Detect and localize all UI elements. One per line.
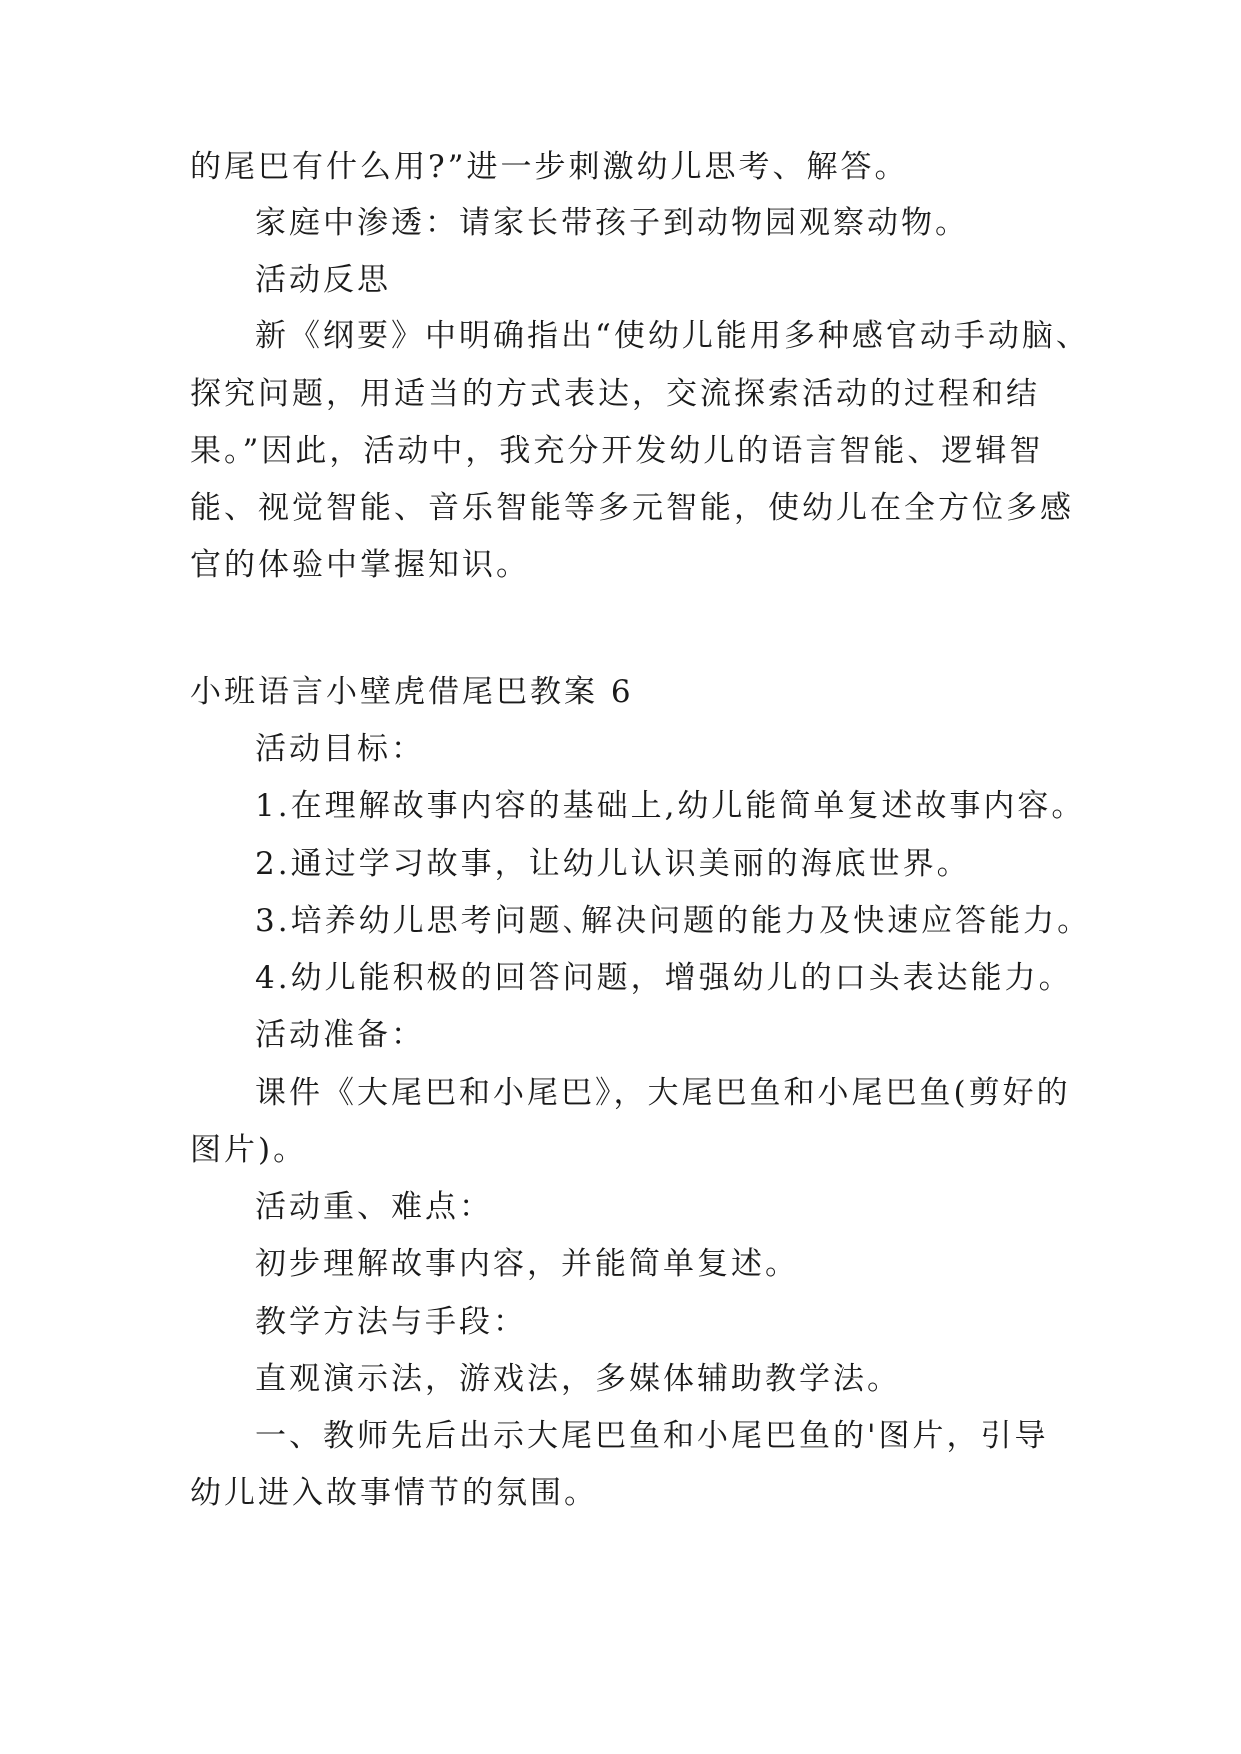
paragraph-line: 直观演示法，游戏法，多媒体辅助教学法。 <box>255 1361 901 1397</box>
list-item: 1.在理解故事内容的基础上,幼儿能简单复述故事内容。 <box>255 788 1086 824</box>
section-heading: 活动目标： <box>255 731 425 767</box>
document-title: 小班语言小壁虎借尾巴教案 6 <box>190 674 634 710</box>
paragraph-line: 幼儿进入故事情节的氛围。 <box>190 1475 598 1511</box>
paragraph-line: 的尾巴有什么用?”进一步刺激幼儿思考、解答。 <box>190 149 909 185</box>
paragraph-line: 家庭中渗透：请家长带孩子到动物园观察动物。 <box>255 205 969 241</box>
list-item: 2.通过学习故事，让幼儿认识美丽的海底世界。 <box>255 846 971 882</box>
list-item: 3.培养幼儿思考问题､解决问题的能力及快速应答能力。 <box>255 903 1092 939</box>
paragraph-line: 探究问题，用适当的方式表达，交流探索活动的过程和结 <box>190 376 1040 412</box>
paragraph-line: 初步理解故事内容，并能简单复述。 <box>255 1246 799 1282</box>
section-heading: 教学方法与手段： <box>255 1304 527 1340</box>
section-heading: 活动准备： <box>255 1017 425 1053</box>
paragraph-line: 官的体验中掌握知识。 <box>190 547 530 583</box>
paragraph-line: 果。”因此，活动中，我充分开发幼儿的语言智能、逻辑智 <box>190 433 1044 469</box>
paragraph-line: 一、教师先后出示大尾巴鱼和小尾巴鱼的'图片，引导 <box>255 1418 1049 1454</box>
list-item: 4.幼儿能积极的回答问题，增强幼儿的口头表达能力。 <box>255 960 1073 996</box>
paragraph-line: 图片)。 <box>190 1132 308 1168</box>
paragraph-line: 新《纲要》中明确指出“使幼儿能用多种感官动手动脑、 <box>255 318 1090 354</box>
paragraph-line: 能、视觉智能、音乐智能等多元智能，使幼儿在全方位多感 <box>190 490 1074 526</box>
paragraph-line: 课件《大尾巴和小尾巴》，大尾巴鱼和小尾巴鱼(剪好的 <box>255 1075 1071 1111</box>
section-heading: 活动反思 <box>255 262 391 298</box>
section-heading: 活动重、难点： <box>255 1189 493 1225</box>
